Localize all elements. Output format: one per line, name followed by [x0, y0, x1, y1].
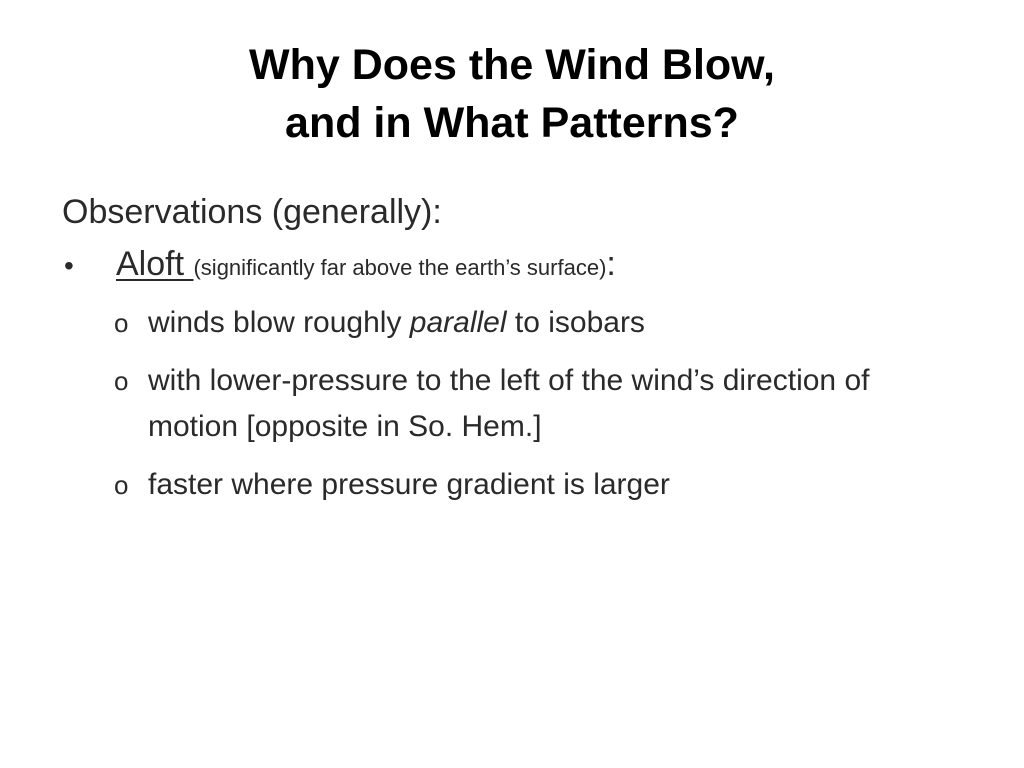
sub-item-faster [114, 462, 962, 508]
sub-item-marker: o [114, 308, 129, 338]
sub-list [114, 300, 962, 508]
bullet-item-aloft [62, 242, 962, 290]
sub-item-text: with lower-pressure to the left of the wind’s direction of motion [opposite in So. Hem.] [148, 364, 870, 443]
sub-item-marker: o [114, 470, 129, 500]
bullet-colon: : [606, 245, 616, 283]
sub-item-text-before: winds blow roughly [148, 306, 410, 339]
sub-item-text: faster where pressure gradient is larger [148, 468, 670, 501]
bullet-note-text: (significantly far above the earth’s surface) [193, 255, 607, 280]
sub-item-marker: o [114, 366, 129, 396]
title-line-2: and in What Patterns? [285, 99, 739, 147]
sub-item-lower-pressure [114, 358, 962, 450]
bullet-content [116, 242, 616, 290]
title-line-1: Why Does the Wind Blow, [249, 41, 775, 89]
bullet-marker: • [64, 250, 74, 281]
sub-item-parallel [114, 300, 962, 346]
sub-item-text [148, 300, 962, 346]
slide-title [0, 36, 1024, 152]
sub-item-text-after: to isobars [506, 306, 645, 339]
sub-item-emphasis: parallel [409, 306, 507, 339]
bullet-main-text: Aloft [116, 245, 194, 283]
slide-body [62, 190, 962, 520]
lead-text: Observations (generally): [62, 193, 442, 231]
